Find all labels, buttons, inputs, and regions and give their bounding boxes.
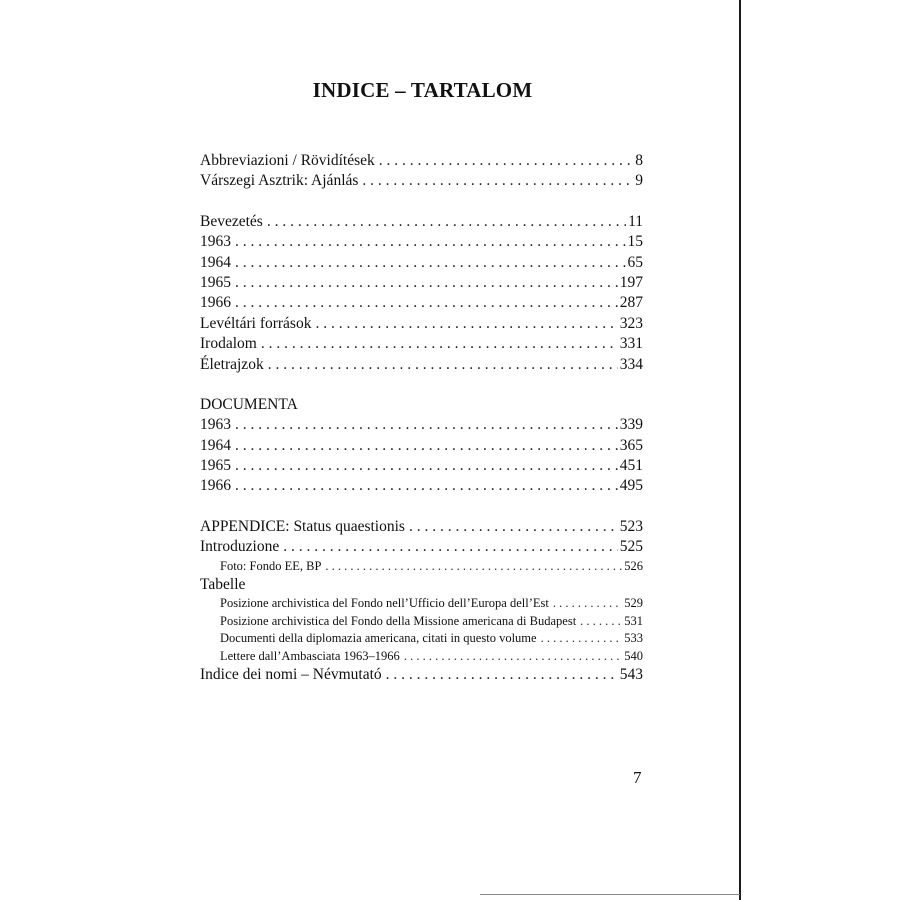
- toc-entry[interactable]: [200, 630, 643, 647]
- page-edge-line: [739, 0, 741, 900]
- toc-leader-dots: [325, 558, 622, 575]
- page-title: INDICE – TARTALOM: [312, 78, 533, 103]
- toc-leader-dots: [404, 648, 622, 665]
- toc-leader-dots: [541, 630, 623, 647]
- toc-entry[interactable]: [200, 232, 643, 252]
- toc-entry-page: 365: [619, 436, 643, 454]
- toc-entry-page: 525: [619, 538, 643, 556]
- bottom-rule: [480, 894, 740, 895]
- toc-entry-page: 15: [627, 233, 643, 251]
- toc-entry-page: 543: [619, 665, 643, 683]
- toc-entry[interactable]: [200, 273, 643, 293]
- toc-entry[interactable]: [200, 314, 643, 334]
- toc-entry-label: 1964: [200, 253, 231, 271]
- toc-entry-label: Foto: Fondo EE, BP: [220, 558, 322, 573]
- toc-entry-page: 331: [619, 335, 643, 353]
- toc-entry-label: 1965: [200, 273, 231, 291]
- toc-entry-label: APPENDICE: Status quaestionis: [200, 517, 405, 535]
- toc-entry[interactable]: [200, 537, 643, 557]
- toc-entry-page: 339: [619, 416, 643, 434]
- toc-entry-page: 533: [624, 631, 643, 646]
- toc-entry-label: Abbreviazioni / Rövidítések: [200, 152, 375, 169]
- toc-entry-page: 8: [635, 152, 643, 169]
- toc-entry-page: 540: [624, 648, 643, 663]
- toc-section-heading: [200, 395, 643, 415]
- toc-entry-label: Életrajzok: [200, 355, 264, 373]
- toc-entry-label: Indice dei nomi – Névmutató: [200, 665, 382, 683]
- toc-entry[interactable]: [200, 476, 643, 496]
- table-of-contents: [200, 151, 643, 685]
- toc-entry[interactable]: [200, 334, 643, 354]
- toc-leader-dots: [235, 293, 618, 313]
- toc-leader-dots: [580, 613, 622, 630]
- toc-leader-dots: [379, 151, 633, 171]
- toc-entry-label: Posizione archivistica del Fondo nell’Ufficio dell’Europa dell’Est: [220, 596, 549, 611]
- toc-entry-label: 1963: [200, 416, 231, 434]
- toc-entry[interactable]: [200, 517, 643, 537]
- toc-entry-page: 526: [624, 558, 643, 573]
- toc-leader-dots: [235, 273, 618, 293]
- toc-entry-page: 197: [619, 273, 643, 291]
- toc-entry-label: Lettere dall’Ambasciata 1963–1966: [220, 648, 400, 663]
- toc-leader-dots: [235, 415, 618, 435]
- toc-entry-page: 9: [635, 172, 643, 190]
- toc-leader-dots: [283, 537, 618, 557]
- toc-entry-page: 323: [619, 314, 643, 332]
- toc-entry-page: 531: [624, 613, 643, 628]
- toc-leader-dots: [409, 517, 618, 537]
- toc-leader-dots: [235, 436, 618, 456]
- toc-entry[interactable]: [200, 558, 643, 575]
- toc-leader-dots: [386, 665, 618, 685]
- toc-entry[interactable]: [200, 151, 643, 171]
- toc-entry-label: Posizione archivistica del Fondo della Missione americana di Budapest: [220, 613, 577, 628]
- toc-entry[interactable]: [200, 293, 643, 313]
- toc-entry-label: Documenti della diplomazia americana, citati in questo volume: [220, 631, 537, 646]
- toc-leader-dots: [267, 212, 626, 232]
- toc-entry-label: Várszegi Asztrik: Ajánlás: [200, 172, 359, 190]
- toc-entry[interactable]: [200, 575, 643, 595]
- toc-entry[interactable]: [200, 613, 643, 630]
- toc-entry-label: Levéltári források: [200, 314, 312, 332]
- toc-heading-label: DOCUMENTA: [200, 395, 298, 413]
- toc-leader-dots: [235, 253, 626, 273]
- toc-entry-label: 1964: [200, 436, 231, 454]
- toc-entry-page: 334: [619, 355, 643, 373]
- toc-entry[interactable]: [200, 595, 643, 612]
- toc-entry-label: 1966: [200, 294, 231, 312]
- toc-entry[interactable]: [200, 253, 643, 273]
- toc-entry[interactable]: [200, 456, 643, 476]
- toc-entry-page: 11: [628, 212, 643, 230]
- toc-entry-page: 65: [627, 253, 643, 271]
- toc-entry-label: Irodalom: [200, 335, 257, 353]
- page-number: 7: [633, 768, 642, 787]
- toc-leader-dots: [235, 456, 618, 476]
- toc-entry-page: 529: [624, 596, 643, 611]
- toc-entry[interactable]: [200, 648, 643, 665]
- toc-leader-dots: [553, 595, 622, 612]
- toc-entry-page: 287: [619, 294, 643, 312]
- toc-entry[interactable]: [200, 212, 643, 232]
- toc-leader-dots: [315, 314, 617, 334]
- toc-entry[interactable]: [200, 665, 643, 685]
- toc-leader-dots: [235, 232, 626, 252]
- toc-entry-label: 1963: [200, 233, 231, 251]
- toc-leader-dots: [268, 355, 618, 375]
- toc-entry-label: Tabelle: [200, 576, 246, 594]
- toc-entry-page: 451: [619, 457, 643, 475]
- toc-entry[interactable]: [200, 171, 643, 191]
- toc-entry-label: Introduzione: [200, 538, 280, 556]
- toc-entry[interactable]: [200, 436, 643, 456]
- toc-leader-dots: [235, 476, 618, 496]
- toc-entry[interactable]: [200, 415, 643, 435]
- toc-entry[interactable]: [200, 355, 643, 375]
- toc-entry-page: 495: [619, 477, 643, 495]
- toc-leader-dots: [362, 171, 633, 191]
- toc-entry-label: 1966: [200, 477, 231, 495]
- toc-entry-page: 523: [619, 517, 643, 535]
- toc-leader-dots: [261, 334, 618, 354]
- toc-entry-label: Bevezetés: [200, 212, 263, 230]
- toc-entry-label: 1965: [200, 457, 231, 475]
